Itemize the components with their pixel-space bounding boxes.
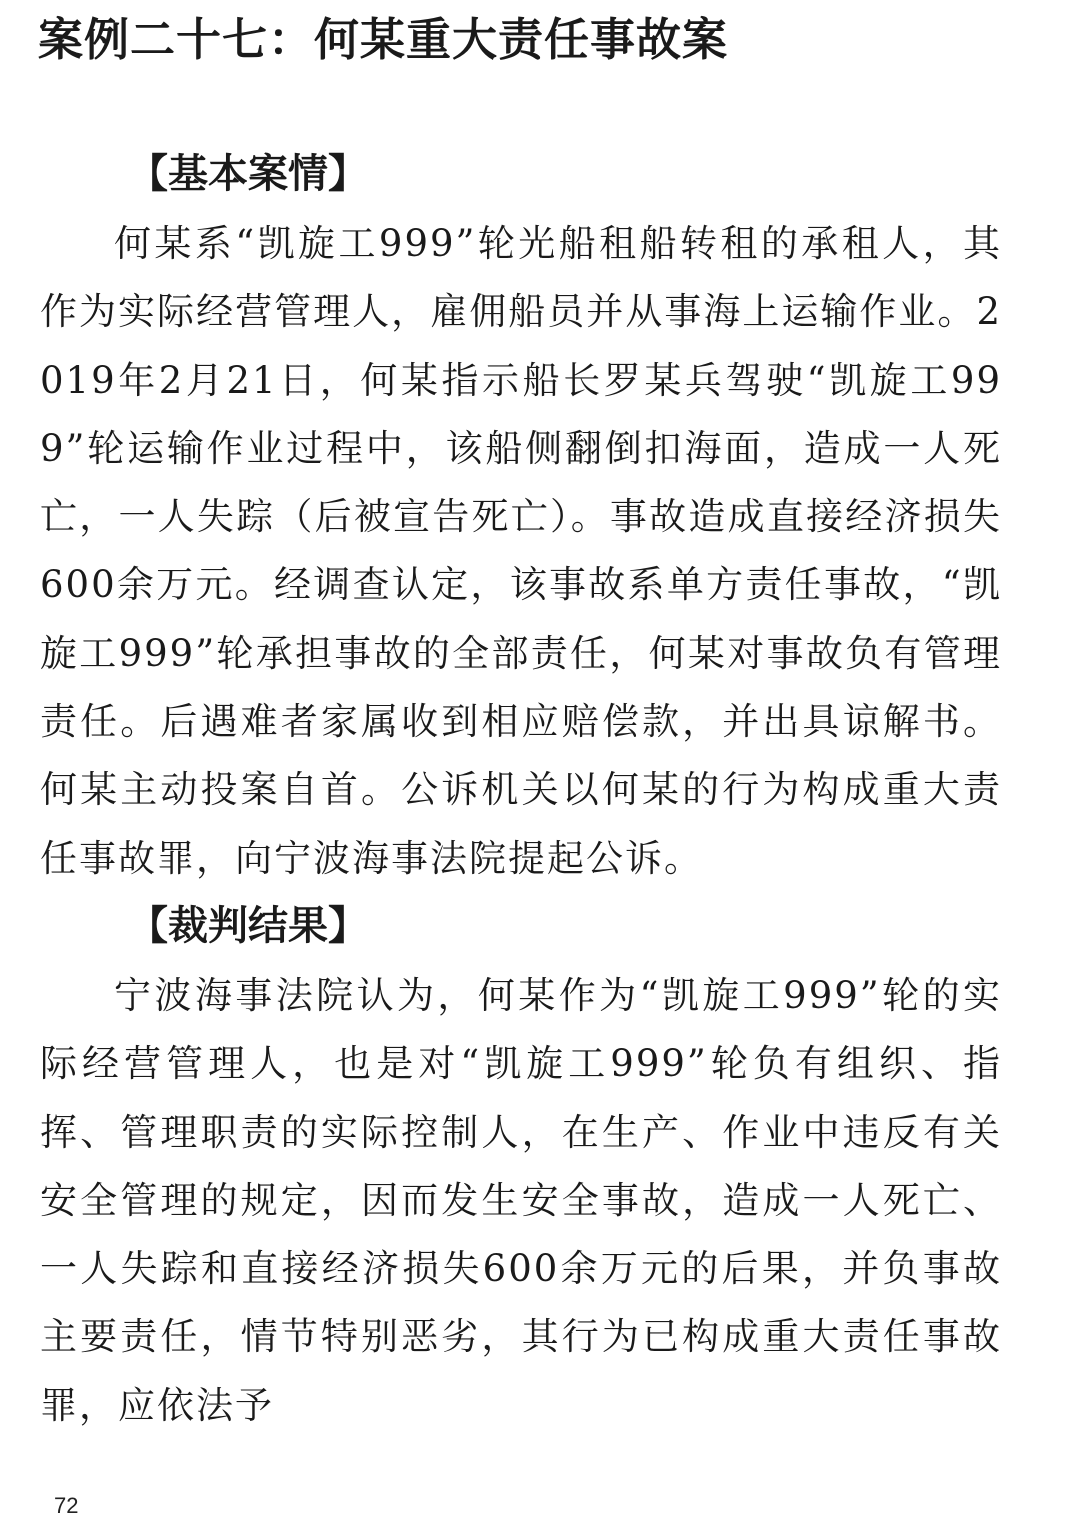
page-number: 72 xyxy=(54,1493,79,1518)
case-title: 案例二十七：何某重大责任事故案 xyxy=(38,13,729,66)
paragraph-judgment-result: 宁波海事法院认为，何某作为“凯旋工999”轮的实际经营管理人，也是对“凯旋工999”轮负有组织、指挥、管理职责的实际控制人，在生产、作业中违反有关安全管理的规定，因而发生安全事故，造成一人死亡、一人失踪和直接经济损失600余万元的后果，并负事故主要责任，情节特别恶劣，其行为已构成重大责任事故罪，应依法予 xyxy=(40,974,1002,1427)
section-heading-basic-facts: 【基本案情】 xyxy=(128,151,368,197)
section-heading-judgment-result: 【裁判结果】 xyxy=(128,903,368,949)
paragraph-basic-facts: 何某系“凯旋工999”轮光船租船转租的承租人，其作为实际经营管理人，雇佣船员并从事海上运输作业。2019年2月21日，何某指示船长罗某兵驾驶“凯旋工999”轮运输作业过程中，该船侧翻倒扣海面，造成一人死亡，一人失踪（后被宣告死亡）。事故造成直接经济损失600余万元。经调查认定，该事故系单方责任事故，“凯旋工999”轮承担事故的全部责任，何某对事故负有管理责任。后遇难者家属收到相应赔偿款，并出具谅解书。何某主动投案自首。公诉机关以何某的行为构成重大责任事故罪，向宁波海事法院提起公诉。 xyxy=(40,222,1002,880)
